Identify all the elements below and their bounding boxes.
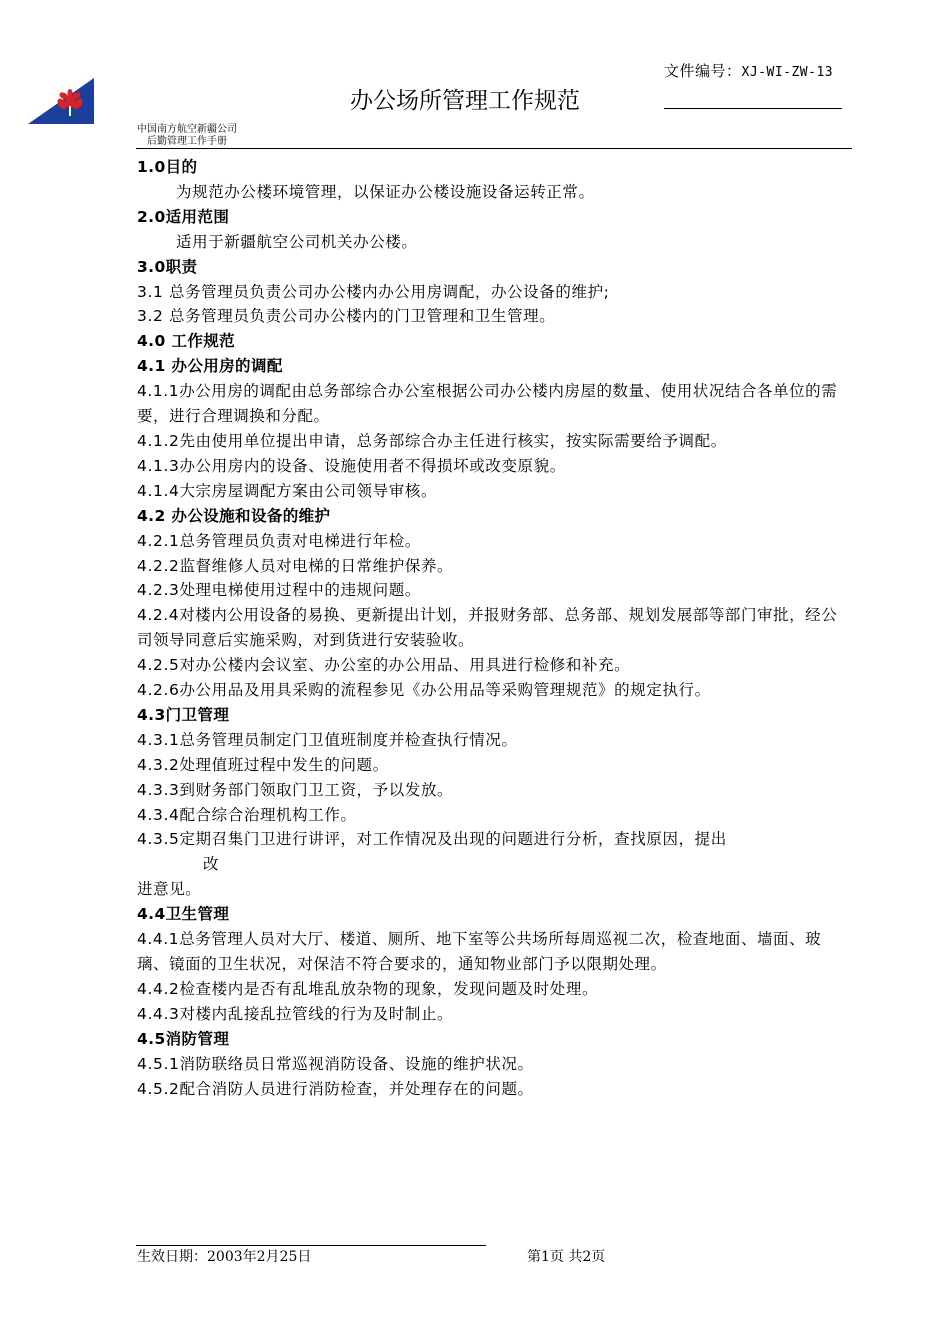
list-item: 4.1.2先由使用单位提出申请，总务部综合办主任进行核实，按实际需要给予调配。: [137, 431, 727, 450]
list-item: 4.5.2配合消防人员进行消防检查，并处理存在的问题。: [137, 1079, 534, 1098]
list-item: 4.2.5对办公楼内会议室、办公室的办公用品、用具进行检修和补充。: [137, 656, 631, 675]
list-item: 4.4.2检查楼内是否有乱堆乱放杂物的现象，发现问题及时处理。: [137, 979, 599, 998]
document-number-value: XJ-WI-ZW-13: [741, 65, 834, 80]
section-heading: 2.0适用范围: [137, 207, 230, 226]
list-item: 4.3.1总务管理员制定门卫值班制度并检查执行情况。: [137, 730, 518, 749]
list-item: 4.4.3对楼内乱接乱拉管线的行为及时制止。: [137, 1004, 454, 1023]
header-divider: [136, 148, 852, 149]
list-item-continuation: 进意见。: [137, 880, 202, 899]
list-item: 4.1.4大宗房屋调配方案由公司领导审核。: [137, 481, 438, 500]
document-number: [664, 60, 833, 81]
title-underline: [664, 108, 842, 109]
effective-date: 生效日期：2003年2月25日: [137, 1249, 312, 1265]
list-item: 4.2.2监督维修人员对电梯的日常维护保养。: [137, 556, 454, 575]
document-number-label: 文件编号：: [664, 62, 742, 80]
list-item: 4.2.4对楼内公用设备的易换、更新提出计划，并报财务部、总务部、规划发展部等部门审批，经公司领导同意后实施采购，对到货进行安装验收。: [137, 606, 838, 650]
list-item: 4.3.3到财务部门领取门卫工资，予以发放。: [137, 780, 454, 799]
list-item: 4.1.1办公用房的调配由总务部综合办公室根据公司办公楼内房屋的数量、使用状况结合各单位的需要，进行合理调换和分配。: [137, 382, 838, 426]
page-title: 办公场所管理工作规范: [350, 88, 580, 114]
organization-block: [137, 124, 237, 148]
list-item-wrap: 改: [203, 855, 220, 874]
list-item: 4.2.1总务管理员负责对电梯进行年检。: [137, 531, 421, 550]
list-item: 4.4.1总务管理人员对大厅、楼道、厕所、地下室等公共场所每周巡视二次，检查地面、墙面、玻璃、镜面的卫生状况，对保洁不符合要求的，通知物业部门予以限期处理。: [137, 930, 822, 973]
page-number: 第1页 共2页: [527, 1249, 606, 1265]
list-item: 4.5.1消防联络员日常巡视消防设备、设施的维护状况。: [137, 1054, 534, 1073]
section-heading: 4.0 工作规范: [137, 332, 236, 351]
subsection-heading: 4.3门卫管理: [137, 705, 230, 724]
list-item: 4.2.3处理电梯使用过程中的违规问题。: [137, 581, 421, 600]
subsection-heading: 4.2 办公设施和设备的维护: [137, 506, 331, 525]
airline-logo-icon: [28, 78, 96, 124]
manual-name: 后勤管理工作手册: [147, 136, 227, 147]
document-body: [137, 155, 851, 1101]
subsection-heading: 4.5消防管理: [137, 1029, 230, 1048]
subsection-heading: 4.1 办公用房的调配: [137, 357, 283, 376]
section-paragraph: 适用于新疆航空公司机关办公楼。: [176, 232, 418, 251]
section-heading: 3.0职责: [137, 257, 198, 276]
list-item: 3.1 总务管理员负责公司办公楼内办公用房调配，办公设备的维护;: [137, 282, 610, 301]
section-paragraph: 为规范办公楼环境管理，以保证办公楼设施设备运转正常。: [176, 182, 595, 201]
section-heading: 1.0目的: [137, 158, 198, 176]
list-item: 4.2.6办公用品及用具采购的流程参见《办公用品等采购管理规范》的规定执行。: [137, 681, 711, 700]
list-item: 4.3.2处理值班过程中发生的问题。: [137, 755, 389, 774]
list-item: 4.3.5定期召集门卫进行讲评，对工作情况及出现的问题进行分析，查找原因，提出: [137, 830, 727, 849]
subsection-heading: 4.4卫生管理: [137, 905, 230, 924]
list-item: 4.3.4配合综合治理机构工作。: [137, 805, 357, 824]
org-name: 中国南方航空新疆公司: [137, 124, 237, 135]
list-item: 3.2 总务管理员负责公司办公楼内的门卫管理和卫生管理。: [137, 307, 556, 326]
list-item: 4.1.3办公用房内的设备、设施使用者不得损坏或改变原貌。: [137, 456, 566, 475]
